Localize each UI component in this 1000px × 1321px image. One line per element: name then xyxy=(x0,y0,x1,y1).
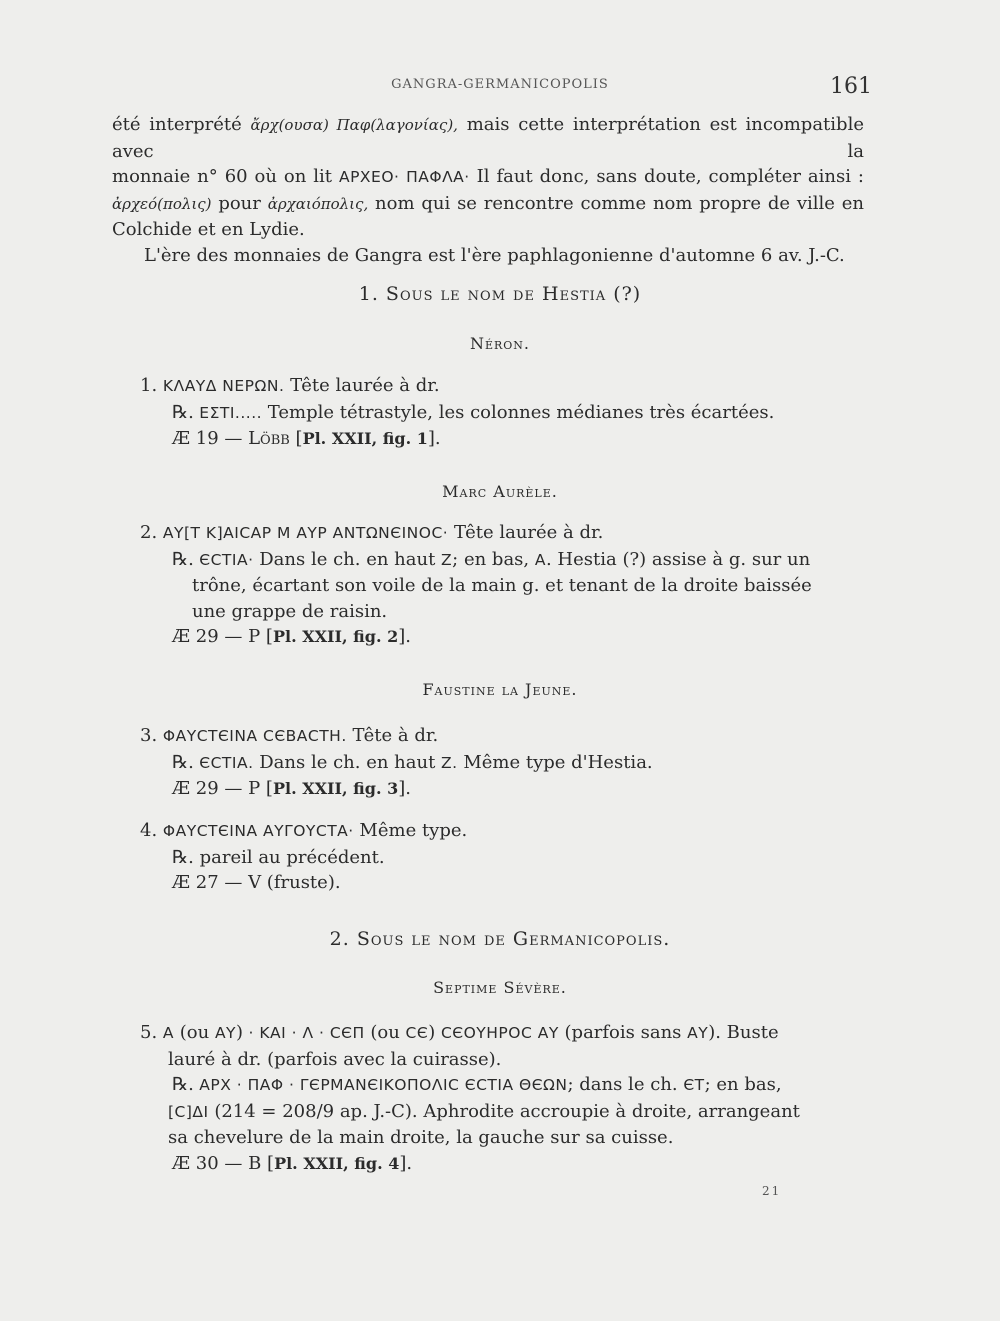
entry-number: 3. xyxy=(140,725,158,746)
entry-5-reverse-cont-2: sa chevelure de la main droite, la gauche sur sa cuisse. xyxy=(168,1127,674,1148)
plate-reference: Pl. XXII, fig. 3 xyxy=(272,779,399,798)
entry-3-obverse: 3. ΦΑΥCΤЄΙΝΑ CЄΒΑCΤΗ. Tête à dr. xyxy=(140,725,439,746)
entry-1-reverse: ℞. ΕΣΤΙ..... Temple tétrastyle, les colonnes médianes très écartées. xyxy=(172,401,775,423)
plate-reference: Pl. XXII, fig. 4 xyxy=(274,1153,400,1173)
obverse-legend: ΑΥ[Τ Κ]ΑΙCΑΡ Μ ΑΥΡ ΑΝΤΩΝЄΙΝΟC· xyxy=(162,524,449,542)
ruler-heading-septime-severe: Septime Sévère. xyxy=(433,978,567,997)
entry-2-reverse-cont-2: une grappe de raisin. xyxy=(192,600,388,622)
section-heading-hestia: 1. Sous le nom de Hestia (?) xyxy=(358,283,642,305)
ruler-heading-marc-aurele: Marc Aurèle. xyxy=(442,482,558,501)
page-number: 161 xyxy=(830,74,872,99)
plate-reference: Pl. XXII, fig. 1 xyxy=(302,429,428,448)
entry-2-reverse: ℞. ЄCΤΙΑ· Dans le ch. en haut Z; en bas, Α. Hestia (?) assise à g. sur un xyxy=(172,548,811,570)
entry-number: 1. xyxy=(140,375,158,396)
obverse-legend: ΚΛΑΥΔ ΝΕΡΩΝ. xyxy=(162,377,285,395)
obverse-legend: ΦΑΥCΤЄΙΝΑ ΑΥΓΟΥCΤΑ· xyxy=(162,822,354,840)
entry-5-reference: Æ 30 — B [Pl. XXII, fig. 4]. xyxy=(172,1152,413,1174)
plate-reference: Pl. XXII, fig. 2 xyxy=(272,627,399,646)
entry-2-reference: Æ 29 — P [Pl. XXII, fig. 2]. xyxy=(172,626,411,647)
entry-4-obverse: 4. ΦΑΥCΤЄΙΝΑ ΑΥΓΟΥCΤΑ· Même type. xyxy=(140,820,468,841)
obverse-legend: ΦΑΥCΤЄΙΝΑ CЄΒΑCΤΗ. xyxy=(162,727,347,745)
coin-entry-4 xyxy=(140,818,860,896)
entry-number: 5. xyxy=(140,1022,158,1043)
entry-5-obverse: 5. Α (ou ΑΥ) · ΚΑΙ · Λ · CЄΠ (ou CЄ) CЄΟΥΗΡΟC ΑΥ (parfois sans ΑΥ). Buste xyxy=(140,1022,779,1043)
reverse-mark: ℞. xyxy=(172,401,194,423)
reverse-mark: ℞. xyxy=(172,548,194,570)
coin-entry-3 xyxy=(140,723,860,802)
reverse-mark: ℞. xyxy=(172,1074,194,1095)
ruler-heading-faustine: Faustine la Jeune. xyxy=(422,680,578,699)
section-heading-germanicopolis: 2. Sous le nom de Germanicopolis. xyxy=(329,928,671,950)
intro-paragraph xyxy=(112,112,864,268)
ruler-heading-neron: Néron. xyxy=(469,334,531,353)
entry-5-obverse-cont: lauré à dr. (parfois avec la cuirasse). xyxy=(168,1048,502,1070)
entry-number: 2. xyxy=(140,522,158,543)
entry-5-reverse: ℞. ΑΡΧ · ΠΑΦ · ΓЄΡΜΑΝЄΙΚΟΠΟΛΙC ЄCΤΙΑ ΘЄΩΝ; dans le ch. ЄΤ; en bas, xyxy=(172,1074,782,1095)
reverse-mark: ℞. xyxy=(172,751,194,773)
coin-entry-1 xyxy=(140,373,860,452)
intro-line-1: été interprété ἄρχ(ουσα) Παφ(λαγονίας), mais cette interprétation est incompatible avec la xyxy=(112,114,864,162)
signature-mark: 21 xyxy=(762,1184,782,1198)
intro-line-2: monnaie n° 60 où on lit ΑΡΧΕΟ· ΠΑΦΛΑ· Il faut donc, sans doute, compléter ainsi : xyxy=(112,166,864,187)
entry-1-reference: Æ 19 — Löbb [Pl. XXII, fig. 1]. xyxy=(172,428,441,449)
coin-entry-5 xyxy=(140,1020,860,1176)
entry-number: 4. xyxy=(140,820,158,841)
entry-3-reverse: ℞. ЄCΤΙΑ. Dans le ch. en haut Z. Même type d'Hestia. xyxy=(172,751,653,773)
intro-line-3: ἀρχεό(πολις) pour ἀρχαιόπολις, nom qui se rencontre comme nom propre de ville en xyxy=(112,192,864,214)
intro-line-4: Colchide et en Lydie. xyxy=(112,219,305,240)
entry-2-obverse: 2. ΑΥ[Τ Κ]ΑΙCΑΡ Μ ΑΥΡ ΑΝΤΩΝЄΙΝΟC· Tête laurée à dr. xyxy=(140,522,604,543)
intro-line-5: L'ère des monnaies de Gangra est l'ère paphlagonienne d'automne 6 av. J.-C. xyxy=(144,244,845,266)
entry-3-reference: Æ 29 — P [Pl. XXII, fig. 3]. xyxy=(172,778,411,799)
entry-5-reverse-cont-1: [C]ΔΙ (214 = 208/9 ap. J.-C). Aphrodite accroupie à droite, arrangeant xyxy=(168,1100,800,1122)
entry-4-reference: Æ 27 — V (fruste). xyxy=(172,872,341,893)
entry-1-obverse: 1. ΚΛΑΥΔ ΝΕΡΩΝ. Tête laurée à dr. xyxy=(140,375,440,396)
coin-entry-2 xyxy=(140,520,860,650)
entry-2-reverse-cont-1: trône, écartant son voile de la main g. et tenant de la droite baissée xyxy=(192,575,812,596)
running-title: GANGRA-GERMANICOPOLIS xyxy=(391,77,609,92)
reverse-mark: ℞. xyxy=(172,846,194,868)
entry-4-reverse: ℞. pareil au précédent. xyxy=(172,846,385,868)
